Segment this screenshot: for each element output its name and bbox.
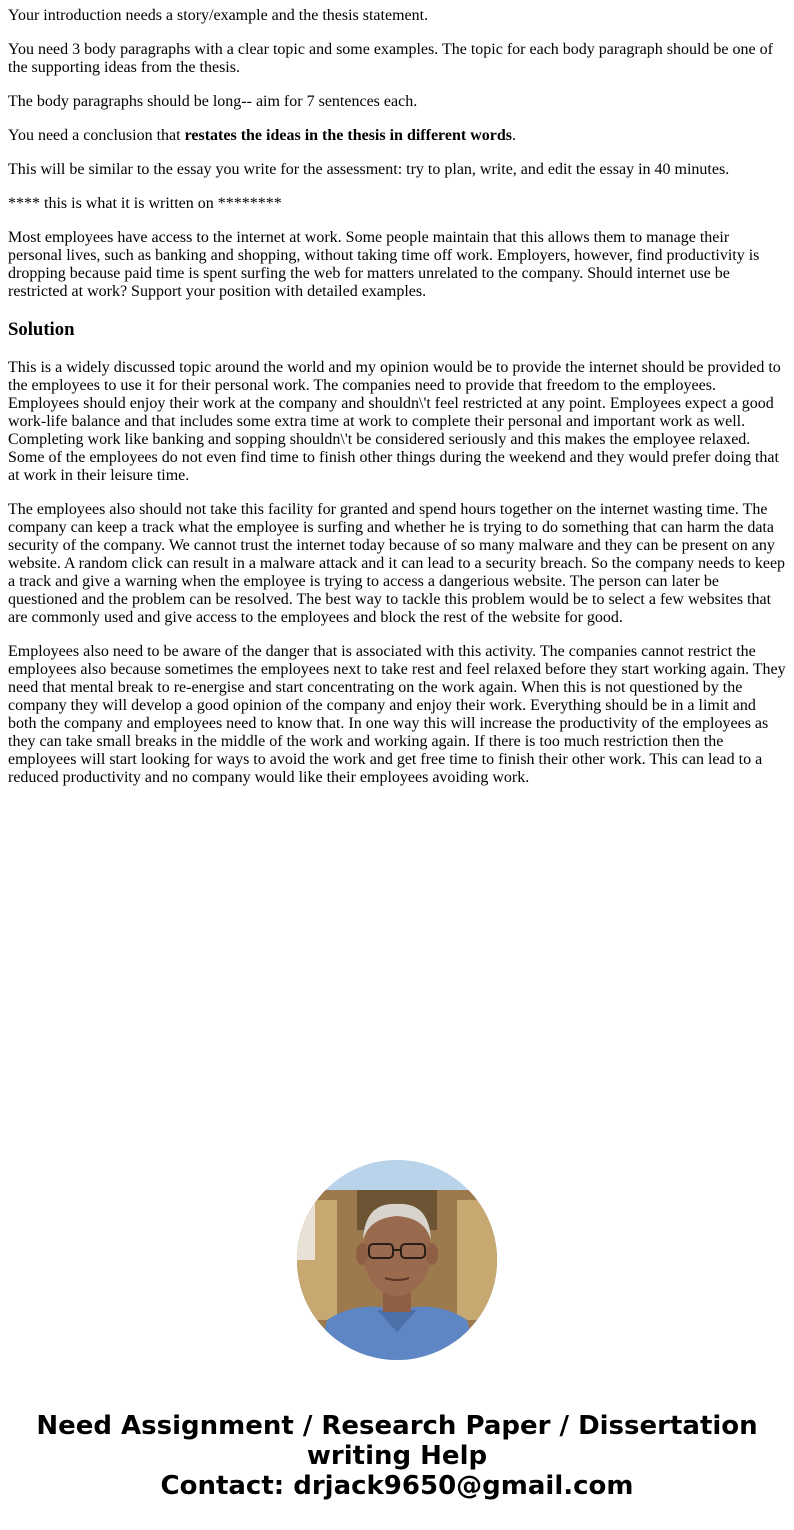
solution-paragraph: This is a widely discussed topic around the world and my opinion would be to provide the internet should be provided to the employees to use it for their personal work. The companies need to provide that freedom to the employees. Employees should enjoy their work at the company and shouldn\'t feel restricted at any point. Employees expect a good work-life balance and that includes some extra time at work to complete their personal and important work as well. Completing work like banking and sopping shouldn\'t be considered seriously and this makes the employee relaxed. Some of the employees do not even find time to finish other things during the weekend and they would prefer doing that at work in their leisure time. (8, 359, 781, 484)
solution-heading: Solution (8, 319, 75, 340)
avatar (297, 1160, 497, 1360)
instruction-paragraph-length: The body paragraphs should be long-- aim for 7 sentences each. (8, 93, 418, 110)
solution-paragraph: The employees also should not take this facility for granted and spend hours together on the internet wasting time. The company can keep a track what the employee is surfing and whether he is trying to do something that can harm the data security of the company. We cannot trust the internet today because of so many malware and they can be present on any website. A random click can result in a malware attack and it can lead to a security breach. So the company needs to keep a track and give a warning when the employee is trying to access a dangerious website. The person can later be questioned and the problem can be resolved. The best way to tackle this problem would be to select a few websites that are commonly used and give access to the employees and block the rest of the website for good. (8, 501, 786, 626)
document-body (0, 7, 794, 787)
instruction-conclusion (8, 127, 786, 145)
instruction-introduction: Your introduction needs a story/example and the thesis statement. (8, 7, 429, 24)
instruction-body-paragraphs: You need 3 body paragraphs with a clear topic and some examples. The topic for each body paragraph should be one of the supporting ideas from the thesis. (8, 41, 773, 76)
separator-note: **** this is what it is written on ******** (8, 195, 282, 212)
promo-banner (0, 1411, 794, 1501)
solution-paragraph: Employees also need to be aware of the danger that is associated with this activity. The companies cannot restrict the employees also because sometimes the employees next to take rest and feel relaxed before they start working again. They need that mental break to re-energise and start concentrating on the work again. When this is not questioned by the company they will develop a good opinion of the company and enjoy their work. Everything should be in a limit and both the company and employees need to know that. In one way this will increase the productivity of the employees as they can take small breaks in the middle of the work and working again. If there is too much restriction then the employees will start looking for ways to avoid the work and get free time to finish their other work. This can lead to a reduced productivity and no company would like their employees avoiding work. (8, 643, 786, 786)
conclusion-prefix: You need a conclusion that (8, 127, 185, 144)
instruction-assessment-note: This will be similar to the essay you write for the assessment: try to plan, write, and edit the essay in 40 minutes. (8, 161, 730, 178)
conclusion-suffix: . (511, 127, 516, 144)
conclusion-emphasis: restates the ideas in the thesis in different words (184, 127, 512, 144)
avatar-portrait-image (297, 1160, 497, 1360)
promo-line-1: Need Assignment / Research Paper / Dissertation (36, 1411, 758, 1441)
promo-contact: Contact: drjack9650@gmail.com (160, 1471, 634, 1501)
promo-line-2: writing Help (306, 1441, 488, 1471)
essay-prompt: Most employees have access to the internet at work. Some people maintain that this allows them to manage their personal lives, such as banking and shopping, without taking time off work. Employers, however, find productivity is dropping because paid time is spent surfing the web for matters unrelated to the company. Should internet use be restricted at work? Support your position with detailed examples. (8, 229, 760, 300)
